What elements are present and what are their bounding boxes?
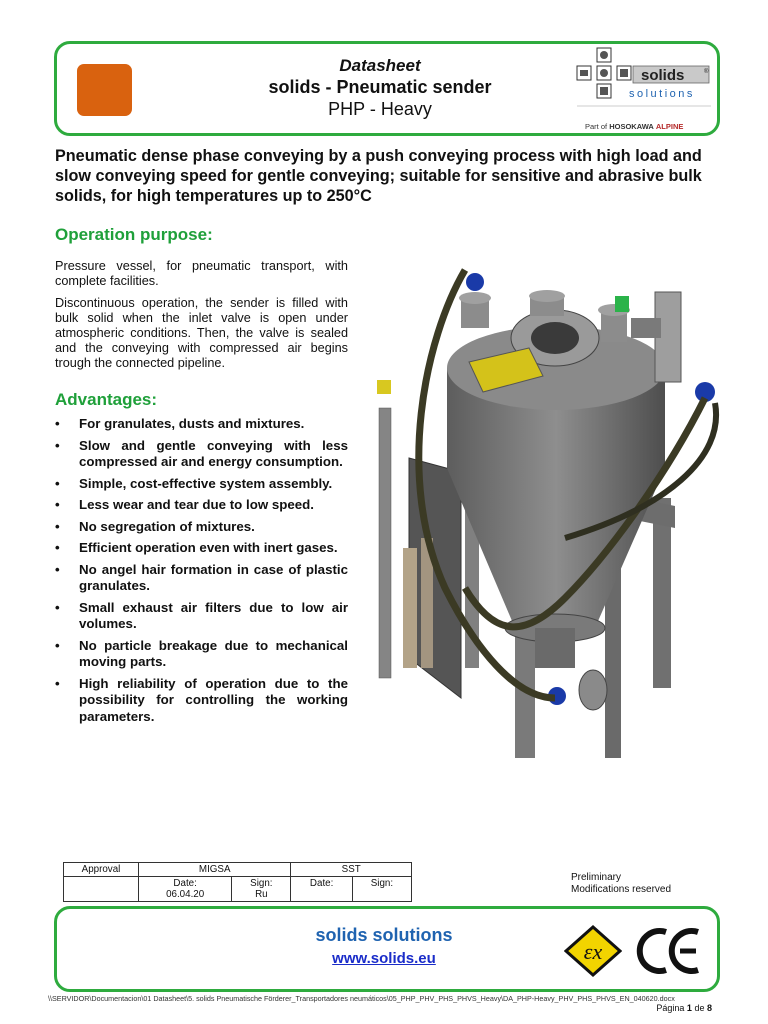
approval-col-migsa: MIGSA <box>139 863 291 877</box>
svg-text:εx: εx <box>583 939 603 964</box>
advantages-title: Advantages: <box>55 390 158 409</box>
modifications-text: Modifications reserved <box>571 884 672 895</box>
file-path: \\SERVIDOR\Documentacion\01 Datasheet\5. solids Pneumatische Förderer_Transportadores neumáticos\05_PHP_PHV_PHS_PHVS_Heavy\DA_PHP-Heavy_PHV_PHS_PHVS_EN_040620.docx <box>48 994 675 1003</box>
list-item: • No particle breakage due to mechanical moving parts. <box>55 638 348 671</box>
sign-label: Sign: <box>370 878 394 889</box>
list-item: • Less wear and tear due to low speed. <box>55 497 348 514</box>
product-model: PHP - Heavy <box>328 99 432 119</box>
orange-color-tag <box>77 64 132 116</box>
logo-sub: solutions <box>629 88 695 100</box>
operation-title: Operation purpose: <box>55 225 213 244</box>
footer-company: solids solutions <box>315 925 453 945</box>
list-item: • No segregation of mixtures. <box>55 519 348 536</box>
sst-date-cell <box>291 877 352 902</box>
pneumatic-sender-illustration <box>365 258 745 778</box>
solids-logo <box>573 46 713 132</box>
date-label: Date: <box>309 878 334 889</box>
page-number: Página 1 de 8 <box>656 1003 712 1013</box>
footer-url-link[interactable]: www.solids.eu <box>332 950 436 967</box>
header-titles <box>230 56 530 120</box>
doc-type: Datasheet <box>339 56 421 75</box>
list-item: • Simple, cost-effective system assembly. <box>55 476 348 493</box>
list-item: • High reliability of operation due to the possibility for controlling the working parameters. <box>55 676 348 726</box>
logo-brand: solids <box>641 67 685 84</box>
preliminary-text: Preliminary <box>571 872 622 883</box>
svg-text:Part of HOSOKAWA ALPIN: Part of HOSOKAWA ALPINE <box>585 122 684 131</box>
operation-paragraph-1: Pressure vessel, for pneumatic transport, with complete facilities. <box>55 259 348 288</box>
advantages-list <box>55 416 348 730</box>
list-item: • No angel hair formation in case of plastic granulates. <box>55 562 348 595</box>
svg-text:®: ® <box>704 69 709 75</box>
preliminary-note <box>571 872 671 896</box>
migsa-sign-cell <box>232 877 291 902</box>
sign-label: Sign: <box>250 878 273 889</box>
approval-table <box>63 862 412 902</box>
ex-mark-icon <box>564 925 622 977</box>
operation-paragraph-2: Discontinuous operation, the sender is filled with bulk solid when the inlet valve is open under atmospheric conditions. Then, the valve is sealed and the conveying with compressed air begins trough the connected pipeline. <box>55 296 348 370</box>
list-item: • Slow and gentle conveying with less compressed air and energy consumption. <box>55 438 348 471</box>
list-item: • Small exhaust air filters due to low air volumes. <box>55 600 348 633</box>
migsa-sign: Ru <box>255 889 268 900</box>
approval-col-sst: SST <box>291 863 412 877</box>
sst-sign-cell <box>352 877 411 902</box>
list-item: • Efficient operation even with inert gases. <box>55 540 348 557</box>
product-title: solids - Pneumatic sender <box>268 77 492 97</box>
migsa-date-cell <box>139 877 232 902</box>
approval-empty <box>64 877 139 902</box>
approval-label: Approval <box>64 863 139 877</box>
headline: Pneumatic dense phase conveying by a push conveying process with high load and slow conveying speed for gentle conveying; suitable for sensitive and abrasive bulk solids, for high temperatures up to 250°C <box>55 147 702 205</box>
ce-mark-icon <box>636 926 704 976</box>
migsa-date: 06.04.20 <box>166 889 205 900</box>
date-label: Date: <box>173 878 197 889</box>
list-item: • For granulates, dusts and mixtures. <box>55 416 348 433</box>
